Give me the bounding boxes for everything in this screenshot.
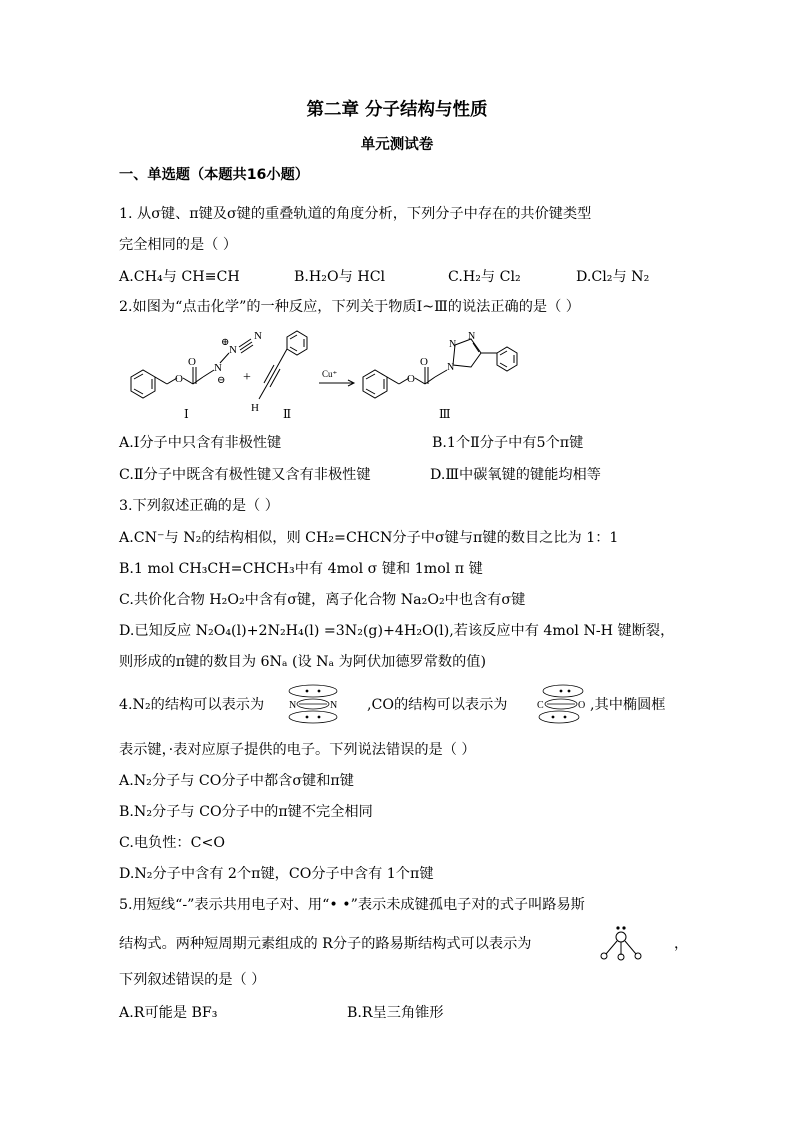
- q5-stem-line1: 5.用短线“-”表示共用电子对、用“• •”表示未成键孤电子对的式子叫路易斯: [119, 897, 585, 913]
- q4-stem-line2: 表示键，·表对应原子提供的电子。下列说法错误的是（ ）: [119, 742, 476, 758]
- plus-sign: +: [243, 370, 251, 385]
- q2-option-a: A.Ⅰ分子中只含有非极性键: [119, 435, 282, 451]
- q4-option-c: C.电负性：C<O: [119, 835, 225, 851]
- q5-stem-line3: 下列叙述错误的是（ ）: [119, 972, 266, 988]
- q4-option-b: B.N₂分子与 CO分子中的π键不完全相同: [119, 804, 373, 820]
- atom-o-2: O: [188, 356, 196, 368]
- atom-h: H: [251, 402, 259, 414]
- q3-option-d-line1: D.已知反应 N₂O₄(l)+2N₂H₄(l) =3N₂(g)+4H₂O(l),若该反应中有 4mol N-H 键断裂，: [119, 623, 675, 639]
- q3-stem: 3.下列叙述正确的是（ ）: [119, 498, 279, 514]
- co-atom-o: O: [578, 700, 586, 711]
- n2-atom-right: N: [330, 700, 338, 711]
- page-subtitle: 单元测试卷: [360, 137, 434, 153]
- q1-option-b: B.H₂O与 HCl: [294, 269, 386, 285]
- atom-n-1: N: [214, 362, 222, 374]
- charge-plus: ⊕: [221, 337, 230, 348]
- atom-o-4: O: [420, 356, 428, 368]
- n2-structure-figure: [285, 683, 341, 725]
- q2-stem: 2.如图为“点击化学”的一种反应，下列关于物质Ⅰ~Ⅲ的说法正确的是（ ）: [119, 299, 580, 315]
- co-structure-figure: [533, 683, 589, 725]
- q5-option-b: B.R呈三角锥形: [347, 1005, 444, 1021]
- catalyst-label: Cu⁺: [322, 369, 338, 379]
- q4-stem-part3: ,其中椭圆框: [590, 697, 666, 713]
- q1-option-d: D.Cl₂与 N₂: [576, 269, 650, 285]
- q5-stem-line2-end: ，: [674, 936, 689, 952]
- q4-stem-part1: 4.N₂的结构可以表示为: [119, 697, 265, 713]
- atom-o-1: O: [175, 373, 183, 385]
- label-compound-ii: Ⅱ: [283, 407, 292, 421]
- atom-n-2: N: [229, 344, 237, 356]
- r-lewis-structure-figure: [598, 922, 644, 964]
- section-heading: 一、单选题（本题共16小题）: [119, 167, 309, 183]
- q3-option-a: A.CN⁻与 N₂的结构相似，则 CH₂=CHCN分子中σ键与π键的数目之比为 1：1: [119, 530, 619, 546]
- n2-atom-left: N: [289, 700, 297, 711]
- q4-option-a: A.N₂分子与 CO分子中都含σ键和π键: [119, 773, 354, 789]
- label-compound-i: Ⅰ: [184, 407, 189, 421]
- atom-n-3: N: [254, 330, 262, 342]
- co-atom-c: C: [537, 700, 544, 711]
- q5-stem-line2: 结构式。两种短周期元素组成的 R分子的路易斯结构式可以表示为: [119, 936, 532, 952]
- q3-option-d-line2: 则形成的π键的数目为 6Nₐ (设 Nₐ 为阿伏加德罗常数的值): [119, 654, 486, 670]
- q2-option-d: D.Ⅲ中碳氧键的键能均相等: [430, 467, 601, 483]
- q1-stem-line1: 1. 从σ键、π键及σ键的重叠轨道的角度分析，下列分子中存在的共价键类型: [119, 206, 592, 222]
- q2-option-b: B.1个Ⅱ分子中有5个π键: [432, 435, 584, 451]
- atom-n-5: N: [449, 339, 457, 350]
- atom-n-6: N: [468, 331, 476, 342]
- page-title: 第二章 分子结构与性质: [306, 100, 488, 120]
- q3-option-c: C.共价化合物 H₂O₂中含有σ键，离子化合物 Na₂O₂中也含有σ键: [119, 592, 526, 608]
- q4-stem-part2: ,CO的结构可以表示为: [367, 697, 508, 713]
- q2-option-c: C.Ⅱ分子中既含有极性键又含有非极性键: [119, 467, 371, 483]
- click-chemistry-reaction-figure: [119, 325, 679, 425]
- q5-option-a: A.R可能是 BF₃: [119, 1005, 218, 1021]
- atom-o-3: O: [407, 373, 415, 385]
- charge-minus: ⊖: [217, 375, 226, 386]
- q4-option-d: D.N₂分子中含有 2个π键，CO分子中含有 1个π键: [119, 866, 434, 882]
- q1-option-c: C.H₂与 Cl₂: [448, 269, 521, 285]
- q3-option-b: B.1 mol CH₃CH=CHCH₃中有 4mol σ 键和 1mol π 键: [119, 561, 483, 577]
- atom-n-4: N: [447, 362, 455, 373]
- label-compound-iii: Ⅲ: [439, 407, 451, 421]
- q1-stem-line2: 完全相同的是（ ）: [119, 237, 238, 253]
- q1-option-a: A.CH₄与 CH≡CH: [119, 269, 240, 285]
